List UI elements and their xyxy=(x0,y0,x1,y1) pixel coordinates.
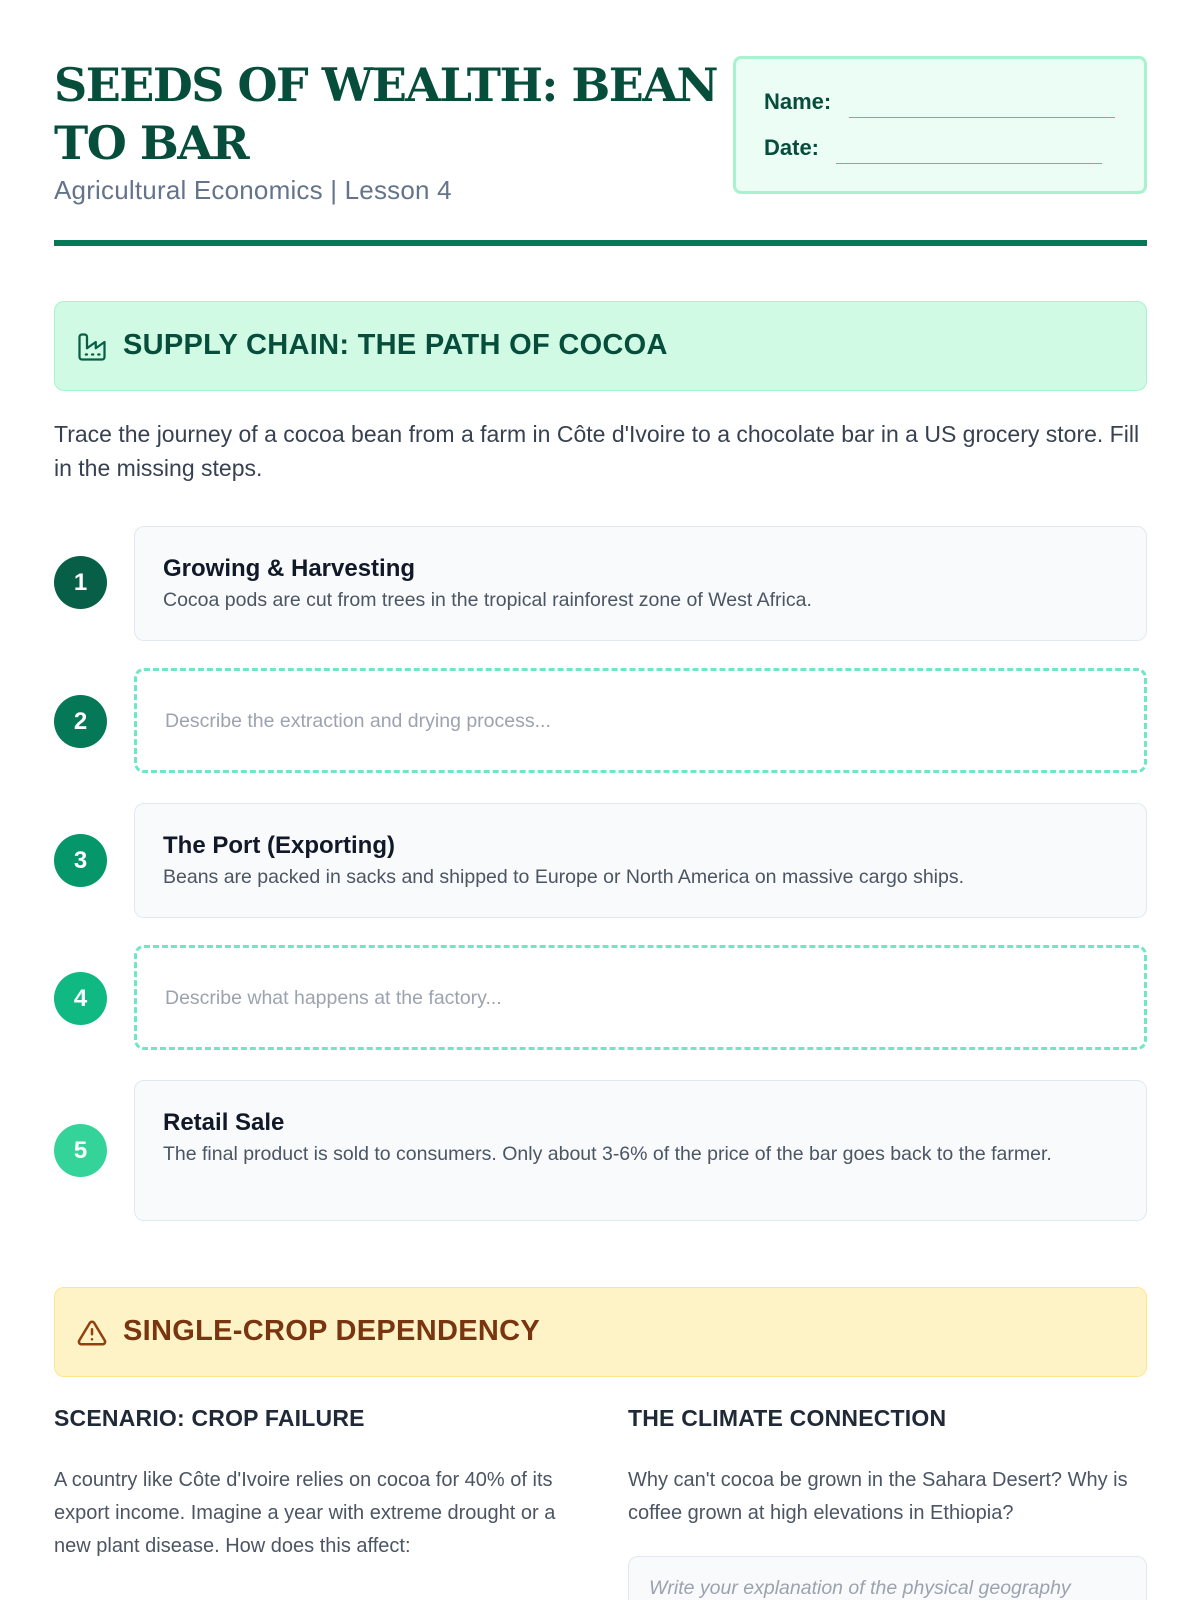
climate-answer-input[interactable] xyxy=(649,1577,1129,1600)
step-title-5: Retail Sale xyxy=(163,1109,285,1136)
climate-answer-box[interactable] xyxy=(628,1556,1147,1600)
step-number-5: 5 xyxy=(54,1124,107,1177)
dependency-heading: SINGLE-CROP DEPENDENCY xyxy=(123,1315,540,1347)
step-title-1: Growing & Harvesting xyxy=(163,555,416,582)
step-number-3: 3 xyxy=(54,834,107,887)
step-description-3: Beans are packed in sacks and shipped to Europe or North America on massive cargo ships. xyxy=(163,866,965,888)
supply-chain-banner xyxy=(54,301,1147,391)
step-title-3: The Port (Exporting) xyxy=(163,832,395,859)
climate-body: Why can't cocoa be grown in the Sahara Desert? Why is coffee grown at high elevations in Ethiopia? xyxy=(628,1469,1128,1524)
step-number-4: 4 xyxy=(54,972,107,1025)
date-field[interactable] xyxy=(836,163,1102,164)
worksheet-header xyxy=(54,56,1147,246)
scenario-body: A country like Côte d'Ivoire relies on cocoa for 40% of its export income. Imagine a year with extreme drought or a new plant disease. How does this affect: xyxy=(54,1469,556,1557)
date-label: Date: xyxy=(764,135,820,160)
page-title: SEEDS OF WEALTH: BEAN TO BAR xyxy=(54,58,718,170)
student-info-box xyxy=(733,56,1147,194)
step-answer-box-4[interactable] xyxy=(134,945,1147,1050)
name-field[interactable] xyxy=(849,117,1115,118)
step-description-1: Cocoa pods are cut from trees in the tropical rainforest zone of West Africa. xyxy=(163,589,812,611)
step-description-5: The final product is sold to consumers. Only about 3-6% of the price of the bar goes back to the farmer. xyxy=(163,1143,1052,1165)
dependency-banner xyxy=(54,1287,1147,1377)
step-card-3 xyxy=(134,803,1147,918)
worksheet-page xyxy=(54,0,1147,1600)
climate-title: THE CLIMATE CONNECTION xyxy=(628,1405,947,1431)
step-card-5 xyxy=(134,1080,1147,1221)
step-answer-box-2[interactable] xyxy=(134,668,1147,773)
supply-chain-heading: SUPPLY CHAIN: THE PATH OF COCOA xyxy=(123,329,668,361)
step-card-1 xyxy=(134,526,1147,641)
step-answer-input-2[interactable] xyxy=(165,705,1105,737)
warning-icon xyxy=(77,1318,107,1348)
page-subtitle: Agricultural Economics | Lesson 4 xyxy=(54,175,452,205)
step-number-2: 2 xyxy=(54,695,107,748)
supply-chain-intro: Trace the journey of a cocoa bean from a farm in Côte d'Ivoire to a chocolate bar in a US grocery store. Fill in the missing steps. xyxy=(54,421,1140,481)
factory-icon xyxy=(77,332,107,362)
step-answer-input-4[interactable] xyxy=(165,982,1105,1014)
header-divider xyxy=(54,240,1147,246)
name-label: Name: xyxy=(764,89,832,114)
step-number-1: 1 xyxy=(54,556,107,609)
scenario-title: SCENARIO: CROP FAILURE xyxy=(54,1405,365,1431)
